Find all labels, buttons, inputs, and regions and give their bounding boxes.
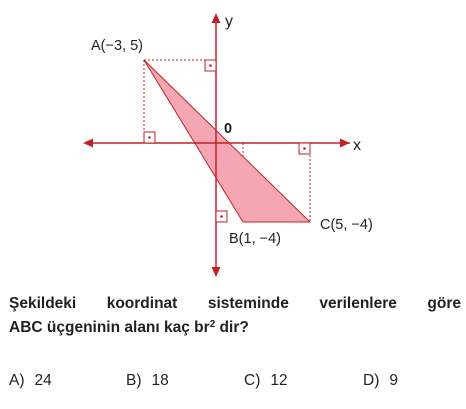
question-word: Şekildeki [9,295,77,312]
y-axis-label: y [225,13,233,30]
option-letter: D) [363,372,380,389]
question-word: koordinat [106,295,178,312]
question-line-1 [9,292,461,316]
question-text [9,292,461,340]
option-b[interactable] [126,372,169,390]
y-axis-arrow-down [212,267,221,277]
option-value: 12 [270,372,288,389]
question-line-2 [9,316,461,340]
y-axis-arrow-up [212,13,221,23]
option-letter: C) [244,372,261,389]
x-axis-arrow-right [340,139,350,148]
option-c[interactable] [244,372,288,390]
option-d[interactable] [363,372,398,390]
question-word: sisteminde [207,295,289,312]
question-word: göre [427,295,461,312]
option-letter: B) [126,372,142,389]
right-angle-marker-top [205,60,216,71]
question-word: verilenlere [319,295,397,312]
unit-exponent: 2 [209,319,216,330]
x-axis-arrow-left [83,139,93,148]
point-a-label: A(−3, 5) [91,38,143,54]
origin-label: 0 [224,121,233,137]
x-axis-label: x [353,137,361,154]
option-value: 18 [151,372,169,389]
option-value: 24 [34,372,52,389]
point-b-label: B(1, −4) [229,231,281,247]
question-line-2-pre: ABC üçgeninin alanı kaç br [9,319,210,336]
right-angle-marker-bottom [216,211,227,222]
answer-options [0,372,466,394]
question-line-2-post: dir? [215,319,249,336]
triangle-abc [144,60,310,222]
right-angle-marker-left [144,132,155,143]
option-a[interactable] [9,372,52,390]
right-angle-marker-right [299,143,310,154]
option-value: 9 [389,372,398,389]
option-letter: A) [9,372,25,389]
point-c-label: C(5, −4) [320,217,373,233]
